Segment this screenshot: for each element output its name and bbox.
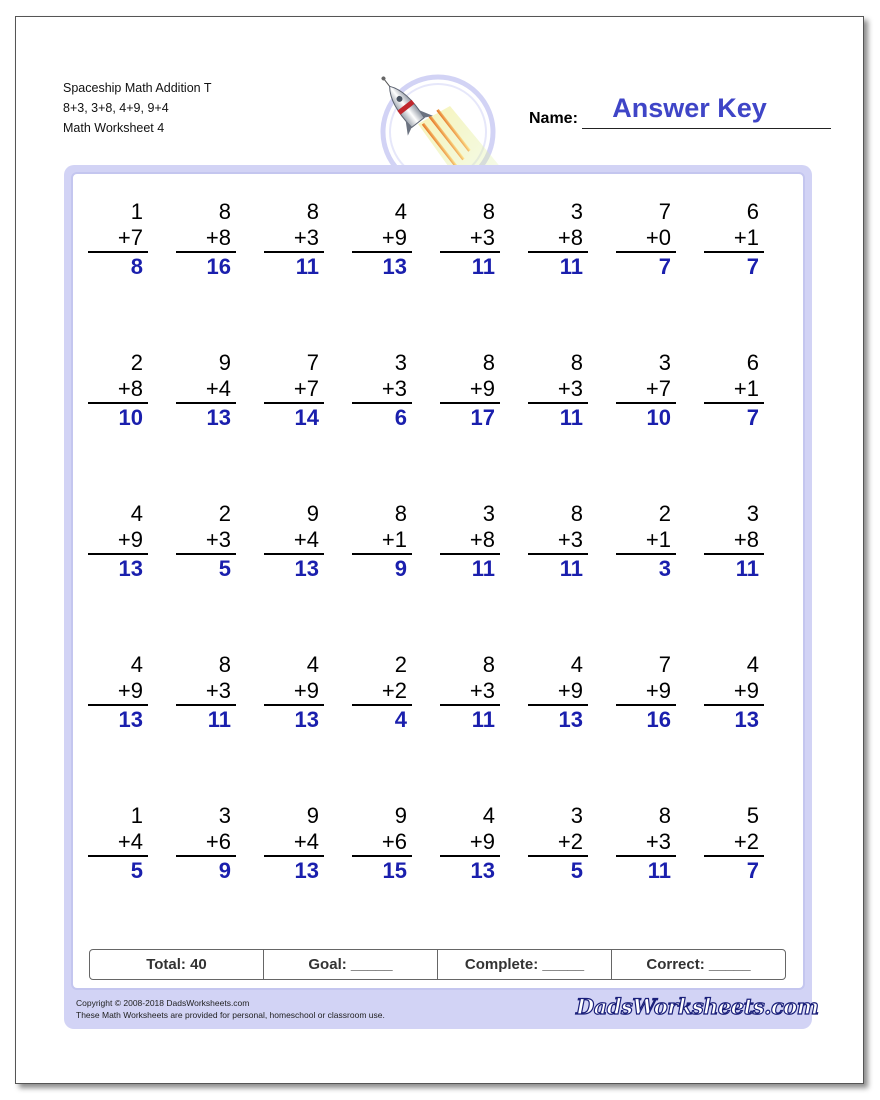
addend-bottom: +4 <box>88 829 148 857</box>
addition-problem <box>352 199 412 281</box>
addend-top: 4 <box>746 652 759 677</box>
addition-problem <box>440 199 500 281</box>
addend-bottom: +4 <box>264 829 324 857</box>
addition-problem <box>176 803 236 885</box>
answer: 13 <box>118 556 143 581</box>
footer-copyright <box>76 997 385 1021</box>
answer: 13 <box>470 858 495 883</box>
addition-problem <box>528 501 588 583</box>
addition-problem <box>704 199 764 281</box>
usage-note: These Math Worksheets are provided for personal, homeschool or classroom use. <box>76 1010 385 1020</box>
addend-bottom: +3 <box>176 678 236 706</box>
addend-bottom: +9 <box>528 678 588 706</box>
answer: 13 <box>294 858 319 883</box>
addition-problem <box>352 350 412 432</box>
addend-top: 9 <box>394 803 407 828</box>
goal-field[interactable]: Goal: _____ <box>263 950 437 979</box>
addend-bottom: +3 <box>528 527 588 555</box>
answer: 11 <box>559 405 583 430</box>
answer: 13 <box>558 707 583 732</box>
answer: 11 <box>559 556 583 581</box>
addend-top: 8 <box>482 652 495 677</box>
answer: 4 <box>394 707 407 732</box>
answer: 13 <box>118 707 143 732</box>
addend-bottom: +1 <box>352 527 412 555</box>
addend-top: 6 <box>746 199 759 224</box>
addend-top: 8 <box>658 803 671 828</box>
name-line[interactable] <box>582 128 831 129</box>
answer: 16 <box>206 254 231 279</box>
answer: 11 <box>207 707 231 732</box>
addend-top: 1 <box>130 199 143 224</box>
addition-problem <box>440 803 500 885</box>
addition-problem <box>440 652 500 734</box>
addition-problem <box>176 652 236 734</box>
addend-bottom: +3 <box>264 225 324 253</box>
answer: 13 <box>206 405 231 430</box>
addend-top: 8 <box>394 501 407 526</box>
addition-problem <box>88 199 148 281</box>
addend-top: 8 <box>482 350 495 375</box>
answer: 13 <box>294 707 319 732</box>
site-logo: DadsWorksheets.com <box>576 994 819 1019</box>
addend-bottom: +3 <box>440 225 500 253</box>
addend-bottom: +3 <box>528 376 588 404</box>
addition-problem <box>616 350 676 432</box>
answer: 9 <box>218 858 231 883</box>
addition-problem <box>704 350 764 432</box>
addition-problem <box>528 652 588 734</box>
addition-problem <box>616 501 676 583</box>
answer: 15 <box>382 858 407 883</box>
answer: 13 <box>734 707 759 732</box>
answer: 11 <box>647 858 671 883</box>
addition-problem <box>352 501 412 583</box>
addend-bottom: +3 <box>352 376 412 404</box>
addition-problem <box>704 803 764 885</box>
addition-problem <box>264 501 324 583</box>
addend-top: 2 <box>218 501 231 526</box>
addend-top: 8 <box>218 652 231 677</box>
addend-top: 9 <box>306 501 319 526</box>
answer: 11 <box>471 254 495 279</box>
answer: 5 <box>218 556 231 581</box>
answer: 7 <box>746 858 759 883</box>
addend-top: 9 <box>218 350 231 375</box>
addend-bottom: +3 <box>176 527 236 555</box>
addend-top: 3 <box>482 501 495 526</box>
addend-top: 7 <box>306 350 319 375</box>
addend-top: 7 <box>658 652 671 677</box>
answer: 13 <box>382 254 407 279</box>
addition-problem <box>88 501 148 583</box>
answer: 10 <box>646 405 671 430</box>
answer: 6 <box>394 405 407 430</box>
total-count: Total: 40 <box>146 956 207 973</box>
addition-problem <box>264 350 324 432</box>
addition-problem <box>88 350 148 432</box>
addend-bottom: +0 <box>616 225 676 253</box>
totals-bar <box>89 949 786 980</box>
addition-problem <box>88 652 148 734</box>
complete-field[interactable]: Complete: _____ <box>437 950 611 979</box>
addend-top: 4 <box>130 652 143 677</box>
addition-problem <box>352 652 412 734</box>
addition-problem <box>704 652 764 734</box>
addend-top: 8 <box>482 199 495 224</box>
answer: 7 <box>746 405 759 430</box>
addend-top: 3 <box>570 199 583 224</box>
addend-top: 1 <box>130 803 143 828</box>
addition-problem <box>616 803 676 885</box>
answer: 10 <box>118 405 143 430</box>
addend-bottom: +8 <box>176 225 236 253</box>
worksheet-number: Math Worksheet 4 <box>63 121 165 135</box>
addition-problem <box>528 350 588 432</box>
addend-top: 3 <box>394 350 407 375</box>
answer: 11 <box>471 707 495 732</box>
addend-bottom: +4 <box>176 376 236 404</box>
addend-top: 3 <box>746 501 759 526</box>
addend-top: 9 <box>306 803 319 828</box>
addend-bottom: +9 <box>704 678 764 706</box>
addend-bottom: +4 <box>264 527 324 555</box>
addend-bottom: +7 <box>264 376 324 404</box>
addition-problem <box>264 652 324 734</box>
answer: 16 <box>646 707 671 732</box>
answer: 7 <box>658 254 671 279</box>
addend-top: 2 <box>658 501 671 526</box>
addend-bottom: +2 <box>528 829 588 857</box>
answer: 7 <box>746 254 759 279</box>
addend-bottom: +1 <box>616 527 676 555</box>
worksheet-facts: 8+3, 3+8, 4+9, 9+4 <box>63 101 169 115</box>
addend-bottom: +8 <box>88 376 148 404</box>
addend-bottom: +7 <box>616 376 676 404</box>
addition-problem <box>176 199 236 281</box>
addend-top: 8 <box>218 199 231 224</box>
addition-problem <box>440 350 500 432</box>
correct-field[interactable]: Correct: _____ <box>611 950 785 979</box>
addend-top: 6 <box>746 350 759 375</box>
addend-top: 2 <box>130 350 143 375</box>
addition-problem <box>176 350 236 432</box>
name-label: Name: <box>529 110 578 127</box>
name-area <box>529 88 831 128</box>
answer: 5 <box>130 858 143 883</box>
answer: 11 <box>295 254 319 279</box>
addend-bottom: +9 <box>440 376 500 404</box>
addend-top: 8 <box>306 199 319 224</box>
addend-top: 4 <box>130 501 143 526</box>
addend-top: 3 <box>570 803 583 828</box>
addend-bottom: +3 <box>616 829 676 857</box>
addend-top: 4 <box>570 652 583 677</box>
addition-problem <box>616 199 676 281</box>
addend-top: 4 <box>482 803 495 828</box>
answer: 13 <box>294 556 319 581</box>
addend-top: 7 <box>658 199 671 224</box>
answer: 5 <box>570 858 583 883</box>
answer: 11 <box>735 556 759 581</box>
addend-top: 5 <box>746 803 759 828</box>
addend-bottom: +3 <box>440 678 500 706</box>
addend-top: 4 <box>394 199 407 224</box>
copyright-text: Copyright © 2008-2018 DadsWorksheets.com <box>76 998 250 1008</box>
addend-bottom: +6 <box>352 829 412 857</box>
addition-problem <box>264 803 324 885</box>
addend-bottom: +7 <box>88 225 148 253</box>
addend-bottom: +8 <box>528 225 588 253</box>
addition-problem <box>352 803 412 885</box>
worksheet-info <box>63 78 211 138</box>
addend-bottom: +1 <box>704 225 764 253</box>
addend-bottom: +9 <box>264 678 324 706</box>
addition-problem <box>176 501 236 583</box>
answer: 9 <box>394 556 407 581</box>
addition-problem <box>528 803 588 885</box>
addend-top: 3 <box>658 350 671 375</box>
addend-bottom: +9 <box>440 829 500 857</box>
addend-bottom: +1 <box>704 376 764 404</box>
addend-bottom: +9 <box>352 225 412 253</box>
addend-top: 4 <box>306 652 319 677</box>
addition-problem <box>264 199 324 281</box>
addend-top: 8 <box>570 350 583 375</box>
answer: 14 <box>294 405 319 430</box>
answer: 8 <box>130 254 143 279</box>
addition-problem <box>440 501 500 583</box>
answer: 11 <box>471 556 495 581</box>
addend-top: 8 <box>570 501 583 526</box>
addition-problem <box>616 652 676 734</box>
addend-bottom: +8 <box>440 527 500 555</box>
addition-problem <box>88 803 148 885</box>
answer-key-title: Answer Key <box>612 93 767 123</box>
addend-bottom: +2 <box>352 678 412 706</box>
addend-bottom: +9 <box>616 678 676 706</box>
addend-bottom: +9 <box>88 678 148 706</box>
answer: 11 <box>559 254 583 279</box>
addend-bottom: +2 <box>704 829 764 857</box>
answer: 3 <box>658 556 671 581</box>
addend-top: 2 <box>394 652 407 677</box>
addition-problem <box>704 501 764 583</box>
worksheet-title: Spaceship Math Addition T <box>63 81 212 95</box>
addition-problem <box>528 199 588 281</box>
answer: 17 <box>470 405 495 430</box>
addend-top: 3 <box>218 803 231 828</box>
addend-bottom: +9 <box>88 527 148 555</box>
addend-bottom: +8 <box>704 527 764 555</box>
addend-bottom: +6 <box>176 829 236 857</box>
